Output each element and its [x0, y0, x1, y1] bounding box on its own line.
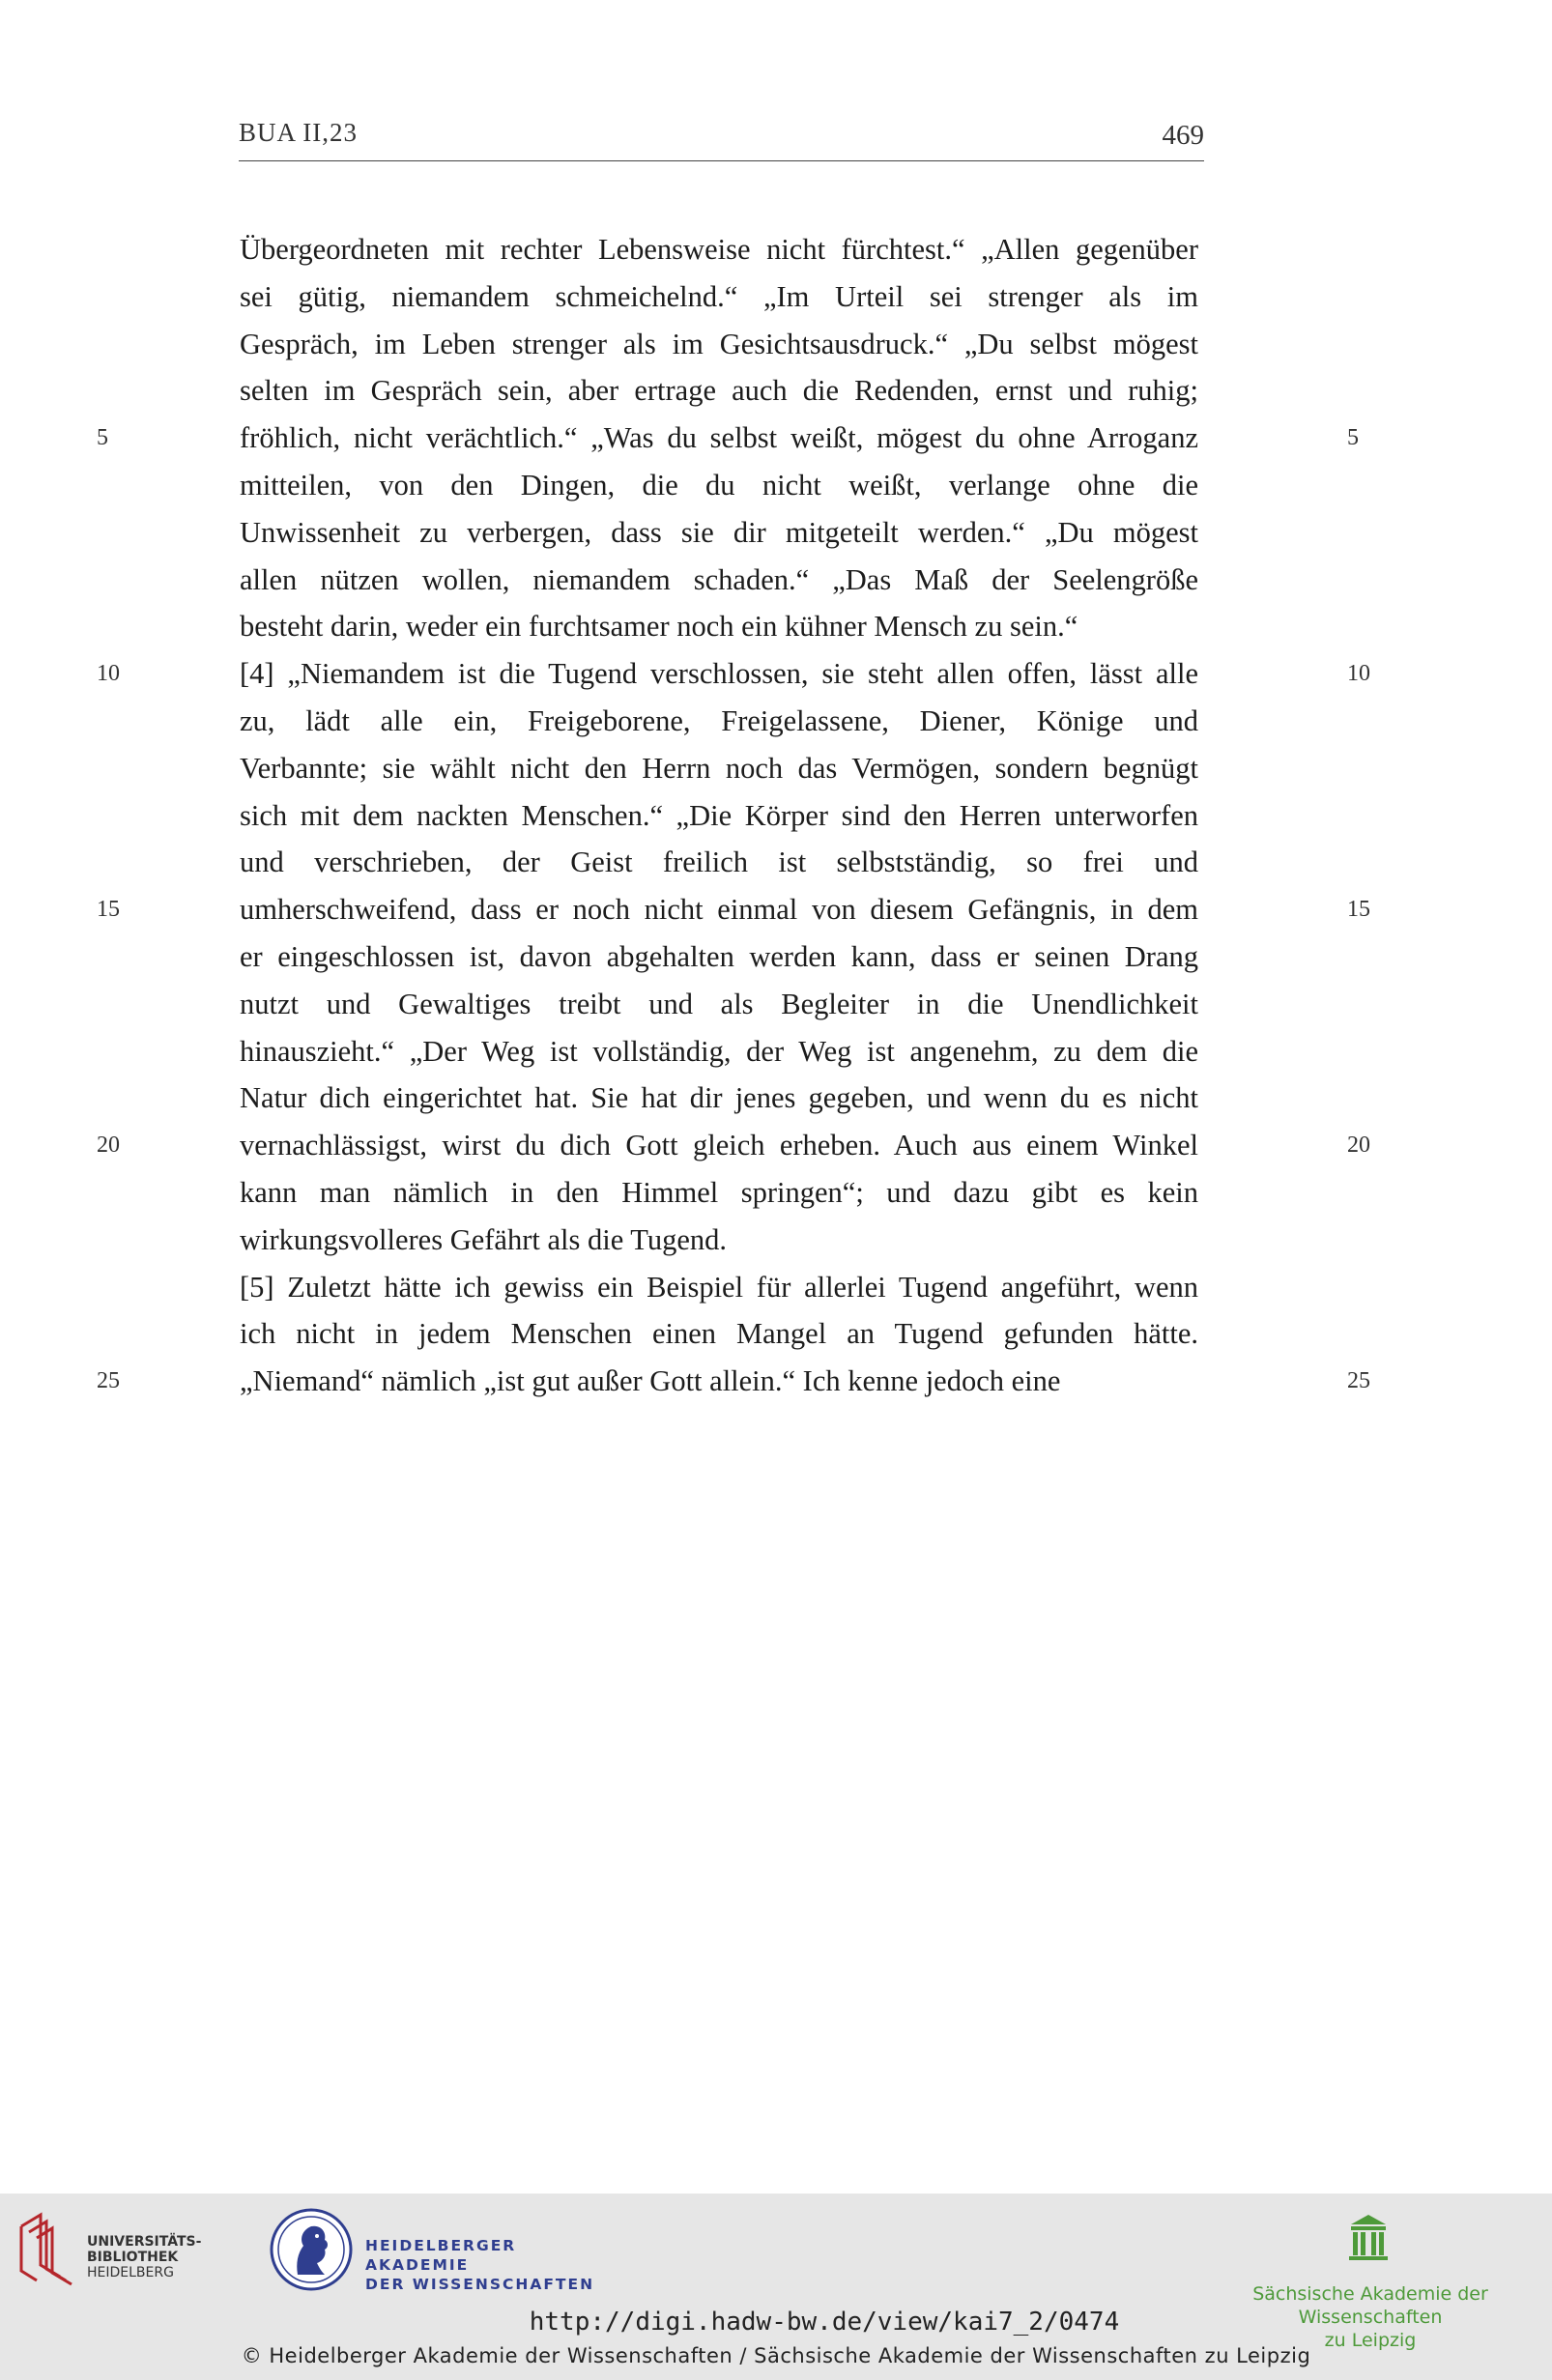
text-line-content: Natur dich eingerichtet hat. Sie hat dir jenes gegeben, und wenn du es nicht: [240, 1081, 1198, 1115]
ub-heidelberg-logo[interactable]: [17, 2209, 211, 2286]
source-url-link[interactable]: http://digi.hadw-bw.de/view/kai7_2/0474: [529, 2308, 1120, 2337]
text-line-content: zu, lädt alle ein, Freigeborene, Freigelassene, Diener, Könige und: [240, 703, 1198, 737]
ub-logo-line1: UNIVERSITÄTS-: [87, 2234, 202, 2250]
text-line: [97, 1122, 1370, 1169]
text-line: [97, 886, 1370, 933]
ub-logo-line3: HEIDELBERG: [87, 2265, 174, 2280]
line-number-right: 20: [1347, 1133, 1370, 1159]
text-line-content: besteht darin, weder ein furchtsamer noch ein kühner Mensch zu sein.“: [240, 610, 1078, 644]
text-line: [97, 1358, 1370, 1405]
text-line: [240, 933, 1198, 981]
text-line: [97, 415, 1359, 462]
text-line: [97, 650, 1370, 698]
line-number-right: 10: [1347, 661, 1370, 687]
text-line: [240, 792, 1198, 840]
text-line: [240, 1264, 1198, 1311]
text-line: [240, 745, 1198, 792]
text-line-content: kann man nämlich in den Himmel springen“; und dazu gibt es kein: [240, 1175, 1198, 1209]
copyright-notice: © Heidelberger Akademie der Wissenschaften / Sächsische Akademie der Wissenschaften zu Leipzig: [241, 2344, 1311, 2367]
saw-logo-line2: zu Leipzig: [1324, 2330, 1417, 2351]
hadw-logo-line1: HEIDELBERGER AKADEMIE: [365, 2237, 517, 2274]
text-line-content: vernachlässigst, wirst du dich Gott gleich erheben. Auch aus einem Winkel: [240, 1129, 1198, 1162]
saw-building-icon: [1347, 2213, 1390, 2261]
text-line-content: mitteilen, von den Dingen, die du nicht weißt, verlange ohne die: [240, 468, 1198, 502]
saw-logo-line1: Sächsische Akademie der Wissenschaften: [1252, 2283, 1488, 2328]
footer-banner: [0, 2194, 1552, 2380]
running-head: [239, 114, 1204, 161]
text-line: [240, 321, 1198, 368]
text-line-content: sich mit dem nackten Menschen.“ „Die Körper sind den Herren unterworfen: [240, 798, 1198, 832]
text-line-content: nutzt und Gewaltiges treibt und als Begleiter in die Unendlichkeit: [240, 987, 1198, 1020]
text-line-content: und verschrieben, der Geist freilich ist selbstständig, so frei und: [240, 846, 1198, 879]
text-line: [240, 462, 1198, 509]
line-number-left: 15: [97, 897, 120, 923]
text-line: [240, 1217, 1198, 1264]
line-number-left: 25: [97, 1368, 120, 1394]
text-line: [240, 698, 1198, 745]
text-line: [240, 981, 1198, 1028]
hadw-logo[interactable]: [269, 2207, 617, 2294]
line-number-left: 10: [97, 661, 120, 687]
hadw-logo-line2: DER WISSENSCHAFTEN: [365, 2276, 595, 2293]
text-line-content: selten im Gespräch sein, aber ertrage auch die Redenden, ernst und ruhig;: [240, 374, 1198, 408]
hadw-seal-icon: [269, 2207, 354, 2292]
text-line-content: Übergeordneten mit rechter Lebensweise nicht fürchtest.“ „Allen gegenüber: [240, 233, 1198, 266]
text-line-content: wirkungsvolleres Gefährt als die Tugend.: [240, 1222, 728, 1256]
text-line: [240, 273, 1198, 321]
text-line-content: [4] „Niemandem ist die Tugend verschlossen, sie steht allen offen, lässt alle: [240, 657, 1198, 691]
ub-heidelberg-icon: [17, 2209, 77, 2286]
line-number-left: 20: [97, 1133, 120, 1159]
text-line-content: „Niemand“ nämlich „ist gut außer Gott allein.“ Ich kenne jedoch eine: [240, 1364, 1061, 1398]
text-line-content: [5] Zuletzt hätte ich gewiss ein Beispiel für allerlei Tugend angeführt, wenn: [240, 1270, 1198, 1304]
text-line: [240, 226, 1198, 273]
text-line: [240, 603, 1198, 650]
line-number-right: 25: [1347, 1368, 1370, 1394]
running-head-title: BUA II,23: [239, 118, 358, 147]
text-line: [240, 1169, 1198, 1217]
text-line-content: Unwissenheit zu verbergen, dass sie dir mitgeteilt werden.“ „Du mögest: [240, 515, 1198, 549]
line-number-right: 15: [1347, 897, 1370, 923]
text-line-content: umherschweifend, dass er noch nicht einmal von diesem Gefängnis, in dem: [240, 893, 1198, 927]
line-number-right: 5: [1347, 425, 1359, 451]
text-line-content: ich nicht in jedem Menschen einen Mangel an Tugend gefunden hätte.: [240, 1317, 1198, 1351]
text-line-content: hinauszieht.“ „Der Weg ist vollständig, der Weg ist angenehm, zu dem die: [240, 1034, 1198, 1068]
text-line: [240, 839, 1198, 886]
text-line: [240, 1075, 1198, 1122]
text-line-content: sei gütig, niemandem schmeichelnd.“ „Im Urteil sei strenger als im: [240, 279, 1198, 313]
text-line-content: Gespräch, im Leben strenger als im Gesichtsausdruck.“ „Du selbst mögest: [240, 327, 1198, 360]
text-line: [240, 557, 1198, 604]
page-number: 469: [1162, 120, 1204, 151]
text-line-content: fröhlich, nicht verächtlich.“ „Was du selbst weißt, mögest du ohne Arroganz: [240, 421, 1198, 455]
text-line: [240, 509, 1198, 557]
text-line-content: Verbannte; sie wählt nicht den Herrn noch das Vermögen, sondern begnügt: [240, 751, 1198, 785]
text-line-content: er eingeschlossen ist, davon abgehalten werden kann, dass er seinen Drang: [240, 939, 1198, 973]
text-line-content: allen nützen wollen, niemandem schaden.“ „Das Maß der Seelengröße: [240, 562, 1198, 596]
ub-logo-line2: BIBLIOTHEK: [87, 2250, 179, 2265]
text-line: [240, 1028, 1198, 1075]
text-line: [240, 367, 1198, 415]
line-number-left: 5: [97, 425, 108, 451]
body-text: [97, 226, 1370, 1405]
text-line: [240, 1310, 1198, 1358]
